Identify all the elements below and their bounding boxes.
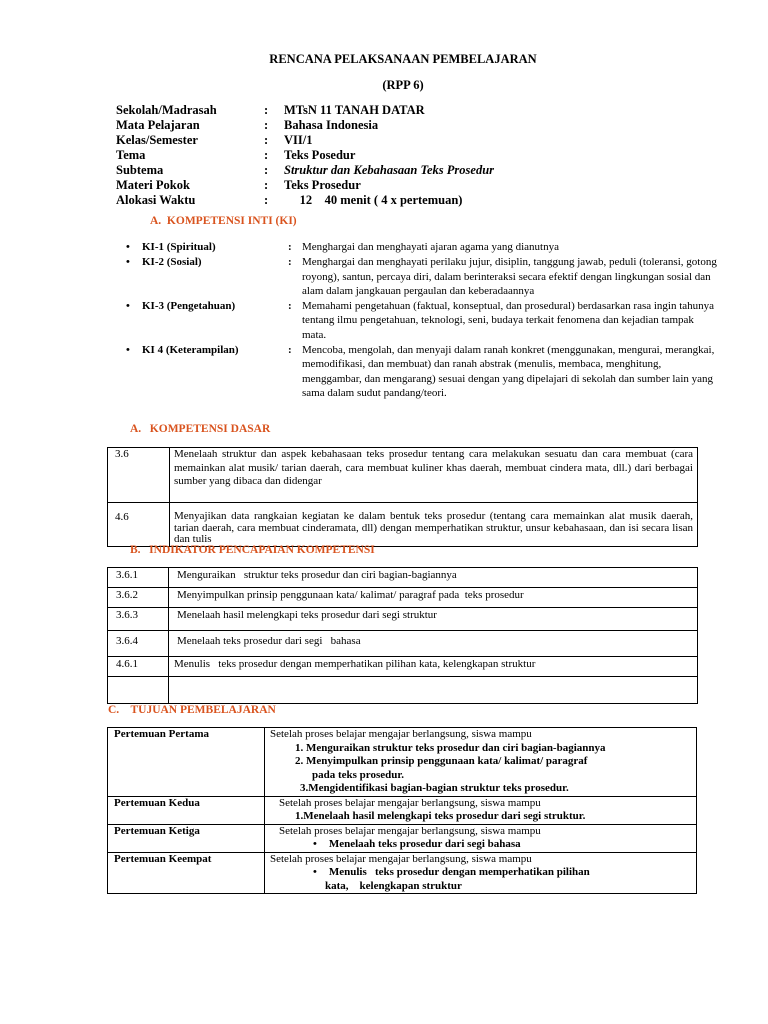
identity-row [116, 163, 494, 178]
ki-label: KI 4 (Keterampilan) [142, 344, 239, 357]
identity-key: Alokasi Waktu [116, 193, 196, 207]
document-title: RENCANA PELAKSANAAN PEMBELAJARAN [269, 52, 537, 66]
table-row [108, 728, 697, 797]
table-row [108, 503, 698, 547]
identity-colon: : [264, 133, 269, 147]
ipk-code: 3.6.2 [108, 588, 169, 608]
tp-item: 3.Mengidentifikasi bagian-bagian struktur teks prosedur. [300, 782, 569, 794]
ipk-code: 4.6.1 [108, 657, 169, 677]
identity-key: Subtema [116, 163, 164, 177]
bullet-icon: • [126, 300, 130, 313]
ki-label: KI-3 (Pengetahuan) [142, 300, 236, 313]
table-row [108, 448, 698, 503]
identity-key: Mata Pelajaran [116, 118, 200, 132]
ipk-code [108, 677, 169, 704]
ki-colon: : [288, 256, 292, 269]
identity-key: Materi Pokok [116, 178, 190, 192]
identity-block [116, 103, 494, 208]
identity-row [116, 103, 494, 118]
table-row [108, 824, 697, 852]
ki-item [126, 299, 718, 342]
ipk-text: Menguraikan struktur teks prosedur dan ciri bagian-bagiannya [169, 568, 698, 588]
tp-table [107, 727, 697, 894]
ki-item [126, 240, 718, 254]
ki-colon: : [288, 300, 292, 313]
tp-item: pada teks prosedur. [312, 768, 405, 781]
tp-bullet-item [270, 866, 692, 880]
ipk-code: 3.6.1 [108, 568, 169, 588]
identity-value: Struktur dan Kebahasaan Teks Prosedur [284, 163, 495, 177]
bullet-icon: • [313, 838, 317, 850]
tp-intro: Setelah proses belajar mengajar berlangsung, siswa mampu [270, 852, 532, 865]
identity-key: Kelas/Semester [116, 133, 198, 147]
kd-text: Menelaah struktur dan aspek kebahasaan teks prosedur tentang cara melakukan sesuatu dan cara membuat (cara memainkan alat musik/ tarian daerah, cara membuat kuliner khas daerah, membuat cindera mata, dll.) dari berbagai sumber yang dibaca dan didengar [170, 448, 698, 503]
ki-colon: : [288, 344, 292, 357]
tp-item: Menelaah teks prosedur dari segi bahasa [328, 838, 521, 850]
ipk-text: Menelaah teks prosedur dari segi bahasa [169, 631, 698, 657]
ipk-text: Menulis teks prosedur dengan memperhatikan pilihan kata, kelengkapan struktur [169, 657, 698, 677]
identity-colon: : [264, 163, 269, 177]
tp-meeting-body [265, 796, 697, 824]
tp-meeting-body [265, 824, 697, 852]
identity-colon: : [264, 178, 269, 192]
ki-item [126, 343, 718, 400]
ipk-table [107, 567, 698, 704]
ki-text: Menghargai dan menghayati ajaran agama yang dianutnya [302, 241, 559, 253]
tp-item: 1. Menguraikan struktur teks prosedur dan ciri bagian-bagiannya [295, 741, 606, 754]
kd-code: 3.6 [108, 448, 170, 503]
ki-item [126, 255, 718, 298]
ipk-text [169, 677, 698, 704]
section-heading-ipk: B. INDIKATOR PENCAPAIAN KOMPETENSI [130, 544, 375, 556]
identity-value: VII/1 [284, 133, 313, 147]
identity-value: Teks Prosedur [284, 178, 361, 192]
tp-meeting-body [265, 728, 697, 797]
document-subtitle: (RPP 6) [382, 78, 424, 92]
identity-colon: : [264, 118, 269, 132]
table-row [108, 852, 697, 894]
table-row [108, 677, 698, 704]
ki-text: Mencoba, mengolah, dan menyaji dalam ranah konkret (menggunakan, mengurai, merangkai, memodifikasi, dan membuat) dan ranah abstrak (menulis, membaca, menghitung, menggambar, dan mengarang) sesuai dengan yang dipelajari di sekolah dan sumber lain yang sama dalam sudut pandang/teori. [302, 344, 715, 399]
bullet-icon: • [126, 256, 130, 269]
ipk-text: Menyimpulkan prinsip penggunaan kata/ kalimat/ paragraf pada teks prosedur [169, 588, 698, 608]
identity-row [116, 178, 494, 193]
section-heading-kd: A. KOMPETENSI DASAR [130, 423, 271, 435]
identity-row [116, 118, 494, 133]
identity-row [116, 193, 494, 208]
tp-meeting-label: Pertemuan Ketiga [108, 824, 265, 852]
tp-meeting-label: Pertemuan Pertama [108, 728, 265, 797]
identity-colon: : [264, 103, 269, 117]
identity-key: Sekolah/Madrasah [116, 103, 217, 117]
table-row [108, 608, 698, 631]
kd-table [107, 447, 698, 547]
tp-meeting-label: Pertemuan Keempat [108, 852, 265, 894]
bullet-icon: • [126, 344, 130, 357]
tp-intro: Setelah proses belajar mengajar berlangsung, siswa mampu [279, 824, 541, 837]
tp-intro: Setelah proses belajar mengajar berlangsung, siswa mampu [270, 728, 532, 740]
identity-row [116, 148, 494, 163]
tp-meeting-label: Pertemuan Kedua [108, 796, 265, 824]
tp-item: 1.Menelaah hasil melengkapi teks prosedur dari segi struktur. [295, 810, 586, 822]
bullet-icon: • [313, 866, 317, 878]
tp-intro: Setelah proses belajar mengajar berlangsung, siswa mampu [279, 796, 541, 809]
ki-list [126, 240, 718, 400]
tp-bullet-item [270, 838, 692, 852]
bullet-icon: • [126, 241, 130, 253]
table-row [108, 796, 697, 824]
section-heading-tp: C. TUJUAN PEMBELAJARAN [108, 704, 276, 716]
kd-code: 4.6 [108, 503, 170, 547]
kd-text: Menyajikan data rangkaian kegiatan ke dalam bentuk teks prosedur (tentang cara memainkan alat musik daerah, tarian daerah, cara membuat cinderamata, dll) dengan memperhatikan struktur, unsur kebahasaan, dan isi secara lisan dan tulis [170, 503, 698, 547]
ipk-text: Menelaah hasil melengkapi teks prosedur dari segi struktur [169, 608, 698, 631]
table-row [108, 588, 698, 608]
tp-item: 2. Menyimpulkan prinsip penggunaan kata/ kalimat/ paragraf [295, 755, 588, 767]
identity-colon: : [264, 193, 269, 207]
ki-colon: : [288, 241, 292, 253]
ki-label: KI-1 (Spiritual) [142, 241, 216, 253]
identity-key: Tema [116, 148, 146, 162]
tp-meeting-body [265, 852, 697, 894]
table-row [108, 657, 698, 677]
identity-colon: : [264, 148, 269, 162]
ipk-code: 3.6.3 [108, 608, 169, 631]
ipk-code: 3.6.4 [108, 631, 169, 657]
table-row [108, 631, 698, 657]
identity-row [116, 133, 494, 148]
ki-label: KI-2 (Sosial) [142, 256, 202, 269]
ki-text: Memahami pengetahuan (faktual, konseptual, dan prosedural) berdasarkan rasa ingin tahunya tentang ilmu pengetahuan, teknologi, seni, budaya terkait fenomena dan kejadian tampak mata. [302, 300, 715, 341]
section-heading-ki: A. KOMPETENSI INTI (KI) [150, 215, 297, 227]
tp-item: kata, kelengkapan struktur [325, 879, 462, 892]
identity-value: Teks Posedur [284, 148, 356, 162]
identity-value: Bahasa Indonesia [284, 118, 379, 132]
identity-value: 12 40 menit ( 4 x pertemuan) [284, 193, 463, 207]
ki-text: Menghargai dan menghayati perilaku jujur, disiplin, tanggung jawab, peduli (toleransi, gotong royong), santun, percaya diri, dalam berinteraksi secara efektif dengan lingkungan sosial dan alam dalam jangkauan pergaulan dan keberadaannya [302, 256, 717, 297]
table-row [108, 568, 698, 588]
tp-item: Menulis teks prosedur dengan memperhatikan pilihan [328, 866, 590, 878]
identity-value: MTsN 11 TANAH DATAR [284, 103, 425, 117]
